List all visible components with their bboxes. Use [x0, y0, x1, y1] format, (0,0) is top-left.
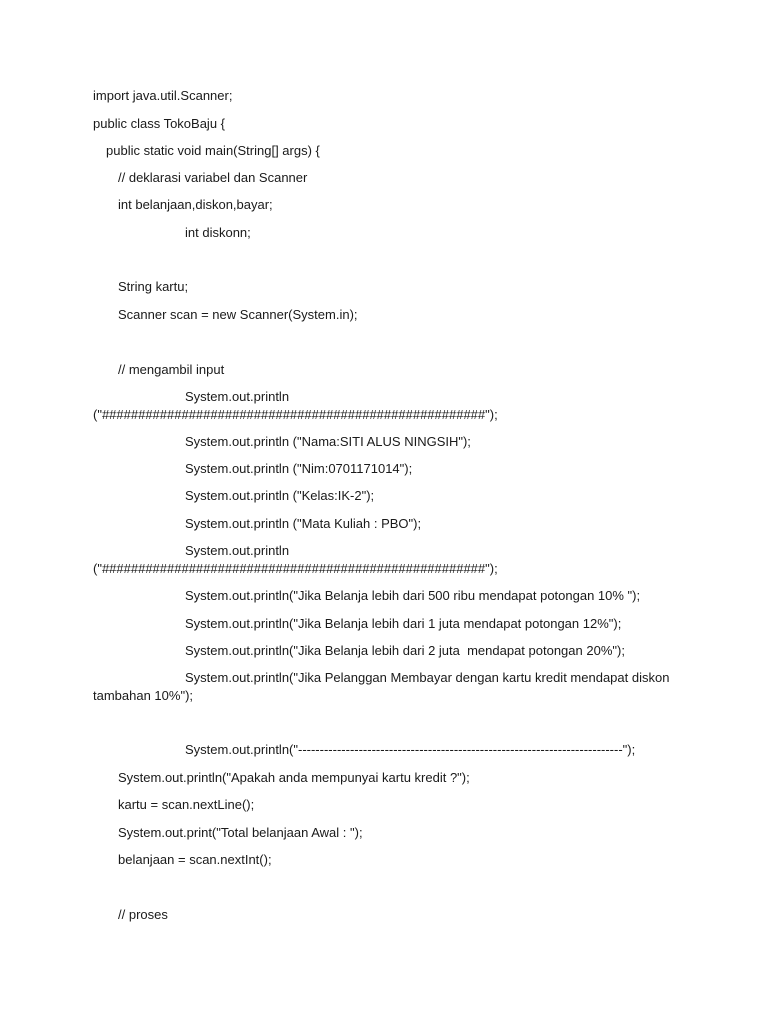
- code-line-hash-string-1: ("#####################################################");: [93, 407, 498, 422]
- code-line-println-2juta: System.out.println("Jika Belanja lebih dari 2 juta mendapat potongan 20%");: [185, 643, 625, 658]
- code-line-println-kartu-kredit-cont: tambahan 10%");: [93, 688, 194, 703]
- code-line-import: import java.util.Scanner;: [93, 88, 233, 103]
- code-line-println-500ribu: System.out.println("Jika Belanja lebih dari 500 ribu mendapat potongan 10% ");: [185, 588, 641, 603]
- code-line-kartu-nextline: kartu = scan.nextLine();: [118, 797, 255, 812]
- code-line-int-diskonn: int diskonn;: [185, 225, 251, 240]
- code-line-scanner: Scanner scan = new Scanner(System.in);: [118, 307, 358, 322]
- code-line-println-separator: System.out.println("---------------------------------------------------------------------------");: [185, 742, 636, 757]
- code-comment-input: // mengambil input: [118, 362, 225, 377]
- code-line-int-vars: int belanjaan,diskon,bayar;: [118, 197, 273, 212]
- code-line-print-total: System.out.print("Total belanjaan Awal : ");: [118, 825, 363, 840]
- code-line-println-nim: System.out.println ("Nim:0701171014");: [185, 461, 413, 476]
- code-comment-declaration: // deklarasi variabel dan Scanner: [118, 170, 308, 185]
- code-line-println-1: System.out.println: [185, 389, 290, 404]
- code-line-string-kartu: String kartu;: [118, 279, 189, 294]
- code-line-println-matkul: System.out.println ("Mata Kuliah : PBO");: [185, 516, 422, 531]
- code-comment-proses: // proses: [118, 907, 168, 922]
- code-line-println-question: System.out.println("Apakah anda mempunyai kartu kredit ?");: [118, 770, 470, 785]
- code-line-class-declaration: public class TokoBaju {: [93, 116, 226, 131]
- code-line-println-nama: System.out.println ("Nama:SITI ALUS NINGSIH");: [185, 434, 471, 449]
- code-line-println-2: System.out.println: [185, 543, 290, 558]
- code-line-belanjaan-nextint: belanjaan = scan.nextInt();: [118, 852, 272, 867]
- code-line-println-1juta: System.out.println("Jika Belanja lebih dari 1 juta mendapat potongan 12%");: [185, 616, 622, 631]
- code-line-hash-string-2: ("#####################################################");: [93, 561, 498, 576]
- code-line-println-kartu-kredit: System.out.println("Jika Pelanggan Membayar dengan kartu kredit mendapat diskon: [185, 670, 670, 685]
- code-line-main-method: public static void main(String[] args) {: [106, 143, 320, 158]
- code-line-println-kelas: System.out.println ("Kelas:IK-2");: [185, 488, 375, 503]
